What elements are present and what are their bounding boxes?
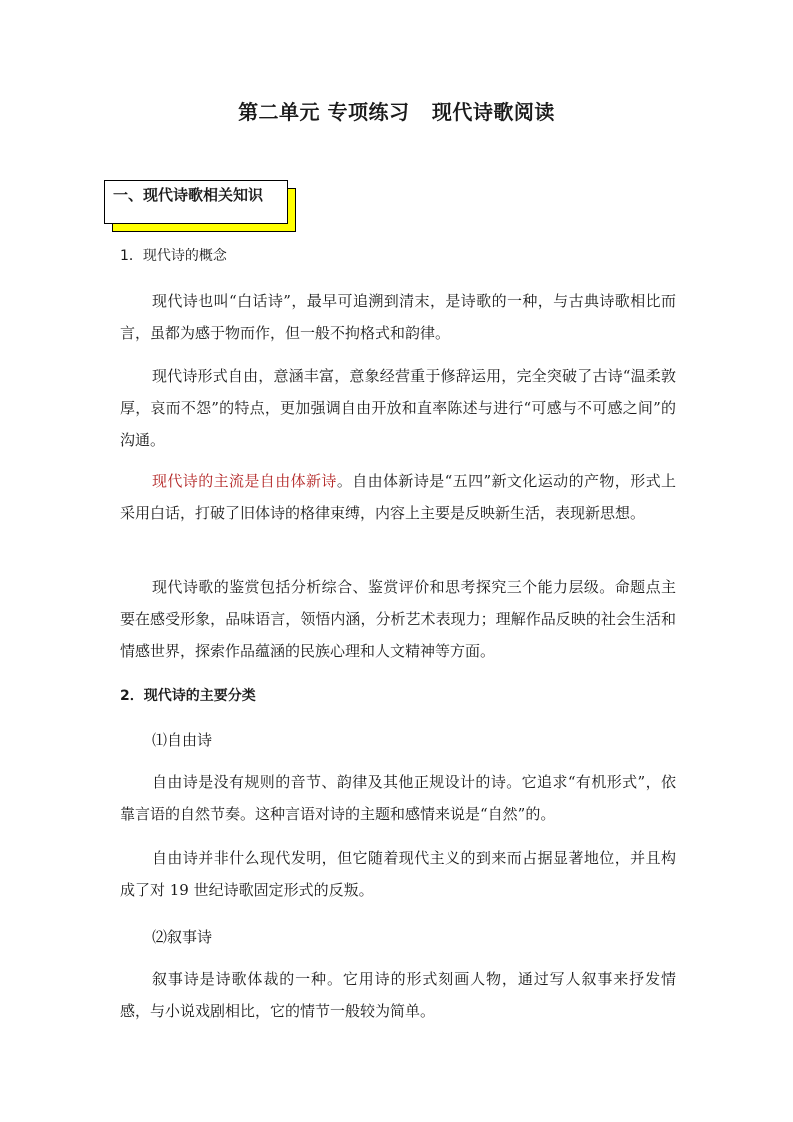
paragraph-3 [120,465,676,529]
paragraph-2: 现代诗形式自由，意涵丰富，意象经营重于修辞运用，完全突破了古诗“温柔敦厚，哀而不怨”的特点，更加强调自由开放和直率陈述与进行“可感与不可感之间”的沟通。 [120,367,676,449]
page-title: 第二单元 专项练习 现代诗歌阅读 [238,100,555,124]
paragraph-1: 现代诗也叫“白话诗”，最早可追溯到清末，是诗歌的一种，与古典诗歌相比而言，虽都为感于物而作，但一般不拘格式和韵律。 [120,292,676,342]
paragraph-5: 自由诗是没有规则的音节、韵律及其他正规设计的诗。它追求“有机形式”，依靠言语的自然节奏。这种言语对诗的主题和感情来说是“自然”的。 [120,773,676,823]
paragraph-3-rest: 。自由体新诗是“五四”新文化运动的产物，形式上采用白话，打破了旧体诗的格律束缚，内容上主要是反映新生活，表现新思想。 [120,472,676,522]
section-box-front [104,180,288,224]
section-heading-label: 一、现代诗歌相关知识 [113,186,264,204]
heading-concept: 1．现代诗的概念 [120,248,227,264]
subheading-free-verse: ⑴自由诗 [152,731,213,749]
highlight-text: 现代诗的主流是自由体新诗 [152,472,337,490]
heading-categories: 2．现代诗的主要分类 [120,688,256,704]
paragraph-6: 自由诗并非什么现代发明，但它随着现代主义的到来而占据显著地位，并且构成了对 19 世纪诗歌固定形式的反叛。 [120,849,676,899]
subheading-narrative: ⑵叙事诗 [152,928,213,946]
section-heading-box [104,180,288,224]
paragraph-4: 现代诗歌的鉴赏包括分析综合、鉴赏评价和思考探究三个能力层级。命题点主要在感受形象，品味语言，领悟内涵，分析艺术表现力；理解作品反映的社会生活和情感世界，探索作品蕴涵的民族心理和人文精神等方面。 [120,578,676,660]
paragraph-7: 叙事诗是诗歌体裁的一种。它用诗的形式刻画人物，通过写人叙事来抒发情感，与小说戏剧相比，它的情节一般较为简单。 [120,970,676,1020]
